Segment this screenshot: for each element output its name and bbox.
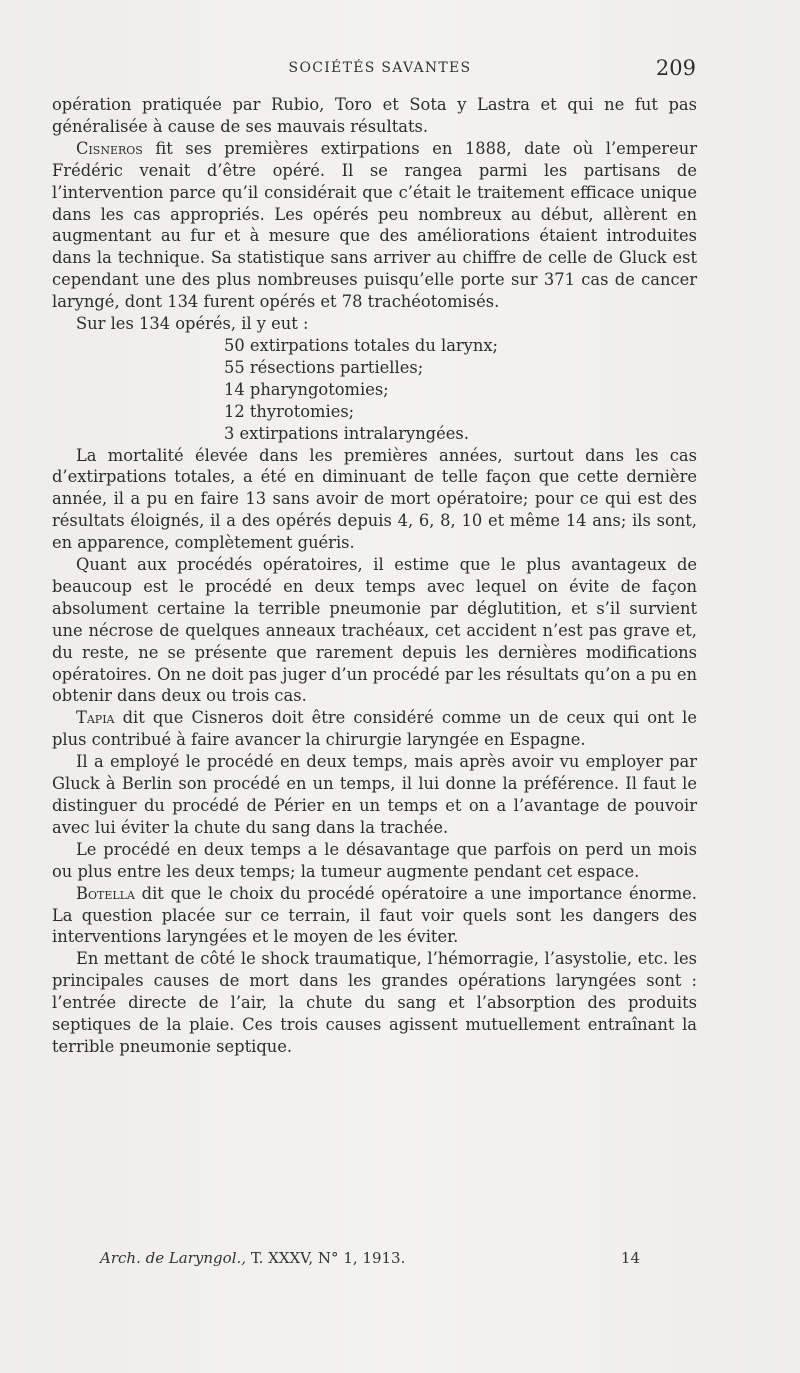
list-item: 12 thyrotomies; xyxy=(224,401,355,421)
signature-mark: 14 xyxy=(620,1249,640,1267)
page-header xyxy=(0,56,800,86)
running-head: SOCIÉTÉS SAVANTES xyxy=(288,60,472,76)
paragraph-7: Il a employé le procédé en deux temps, mais après avoir vu employer par Gluck à Berlin son procédé en un temps, il lui donne la préférence. Il faut le distinguer du procédé de Périer en un temps et on a l’avantage de pouvoir avec lui éviter la chute du sang dans la trachée. xyxy=(52,752,697,837)
journal-volume: T. XXXV, N° 1, 1913. xyxy=(250,1249,406,1267)
paragraph-1: opération pratiquée par Rubio, Toro et Sota y Lastra et qui ne fut pas généralisée à cause de ses mauvais résultats. xyxy=(52,95,697,136)
paragraph-text: fit ses premières extirpations en 1888, date où l’empereur Frédéric venait d’être opéré. Il se rangea parmi les partisans de l’intervention parce qu’il considérait que c’était le traitement efficace unique dans les cas appropriés. Les opérés peu nombreux au début, allèrent en augmentant au fur et à mesure que des améliorations étaient introduites dans la technique. Sa statistique sans arriver au chiffre de celle de Gluck est cependant une des plus nombreuses puisqu’elle porte sur 371 cas de cancer laryngé, dont 134 furent opérés et 78 trachéotomisés. xyxy=(52,138,697,312)
paragraph-3: Sur les 134 opérés, il y eut : xyxy=(76,314,309,334)
speaker-name: Cisneros xyxy=(76,138,143,158)
paragraph-4: La mortalité élevée dans les premières années, surtout dans les cas d’extirpations totales, a été en diminuant de telle façon que cette dernière année, il a pu en faire 13 sans avoir de mort opératoire; pour ce qui est des résultats éloignés, il a des opérés depuis 4, 6, 8, 10 et même 14 ans; ils sont, en apparence, complètement guéris. xyxy=(52,445,697,553)
page-body xyxy=(52,94,697,1058)
list-item: 50 extirpations totales du larynx; xyxy=(224,335,499,355)
paragraph-6 xyxy=(52,707,697,751)
paragraph-9 xyxy=(52,883,697,949)
speaker-name: Tapia xyxy=(76,708,115,728)
paragraph-5: Quant aux procédés opératoires, il estime que le plus avantageux de beaucoup est le procédé en deux temps avec lequel on évite de façon absolument certaine la terrible pneumonie par déglutition, et s’il survient une nécrose de quelques anneaux trachéaux, cet accident n’est pas grave et, du reste, ne se présente que rarement depuis les dernières modifications opératoires. On ne doit pas juger d’un procédé par les résultats qu’on a pu en obtenir dans deux ou trois cas. xyxy=(52,555,697,706)
paragraph-8: Le procédé en deux temps a le désavantage que parfois on perd un mois ou plus entre les deux temps; la tumeur augmente pendant cet espace. xyxy=(52,839,697,881)
page-footer xyxy=(100,1249,640,1267)
paragraph-text: dit que le choix du procédé opératoire a une importance énorme. La question placée sur ce terrain, il faut voir quels sont les dangers des interventions laryngées et le moyen de les éviter. xyxy=(52,883,697,947)
speaker-name: Botella xyxy=(76,883,135,903)
paragraph-10: En mettant de côté le shock traumatique, l’hémorragie, l’asystolie, etc. les principales causes de mort dans les grandes opérations laryngées sont : l’entrée directe de l’air, la chute du sang et l’absorption des produits septiques de la plaie. Ces trois causes agissent mutuellement entraînant la terrible pneumonie septique. xyxy=(52,949,697,1056)
paragraph-text: dit que Cisneros doit être considéré comme un de ceux qui ont le plus contribué à faire avancer la chirurgie laryngée en Espagne. xyxy=(52,708,697,750)
operations-list xyxy=(52,335,697,445)
list-item: 14 pharyngotomies; xyxy=(224,379,389,399)
list-item: 55 résections partielles; xyxy=(224,357,424,377)
list-item: 3 extirpations intralaryngées. xyxy=(224,423,469,443)
paragraph-2 xyxy=(52,138,697,313)
page-number: 209 xyxy=(655,56,696,80)
journal-reference: Arch. de Laryngol., xyxy=(100,1249,247,1267)
